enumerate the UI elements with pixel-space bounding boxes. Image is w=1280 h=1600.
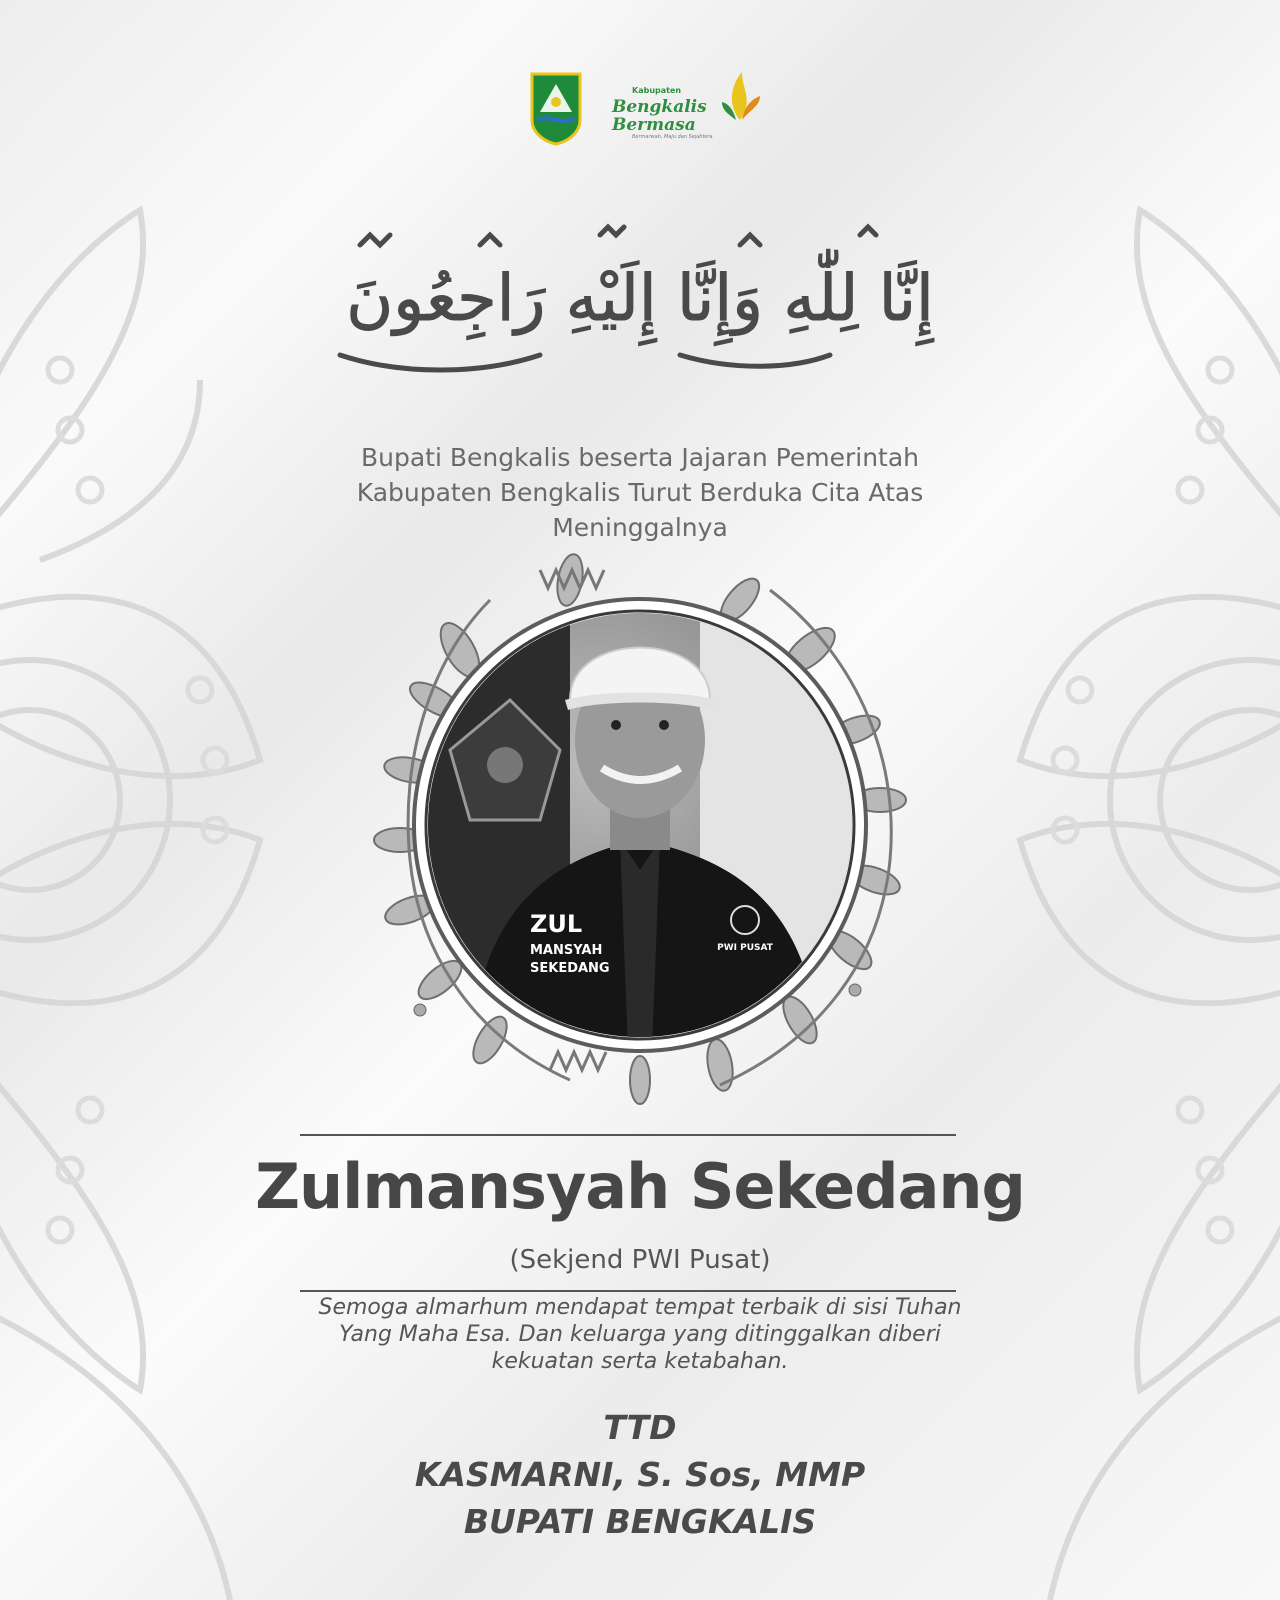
prayer-line-2: Yang Maha Esa. Dan keluarga yang ditinggalkan diberi [339, 1322, 941, 1347]
divider-top [300, 1134, 956, 1136]
jacket-text-2: MANSYAH [530, 943, 603, 958]
jacket-text-3: SEKEDANG [530, 961, 610, 976]
intro-line-2: Kabupaten Bengkalis Turut Berduka Cita Atas [356, 478, 924, 507]
flame-leaf-icon [720, 70, 762, 122]
signatory-title: BUPATI BENGKALIS [463, 1502, 817, 1541]
intro-line-1: Bupati Bengkalis beserta Jajaran Pemerintah [360, 443, 920, 472]
divider-bottom [300, 1290, 956, 1292]
condolence-intro [240, 440, 1040, 545]
portrait-wreath [340, 540, 940, 1110]
intro-line-3: Meninggalnya [552, 513, 728, 542]
prayer-line-3: kekuatan serta ketabahan. [491, 1349, 789, 1374]
header-logos [0, 70, 1280, 150]
arabic-calligraphy [300, 205, 980, 380]
calligraphy-text: إِنَّا لِلّٰهِ وَإِنَّا إِلَيْهِ رَاجِعُونَ [346, 262, 934, 336]
badge-text: PWI PUSAT [717, 943, 773, 953]
signatory-name: KASMARNI, S. Sos, MMP [414, 1455, 866, 1494]
logo-small-text: Kabupaten [632, 86, 682, 95]
regency-crest-logo [530, 72, 582, 146]
logo-tagline-text: Bermarwah, Maju dan Sejahtera [632, 134, 713, 140]
deceased-role: (Sekjend PWI Pusat) [509, 1245, 771, 1275]
prayer-text [240, 1294, 1040, 1375]
jacket-text-1: ZUL [530, 910, 583, 938]
deceased-name: Zulmansyah Sekedang [255, 1150, 1025, 1223]
bengkalis-bermasa-logo [612, 70, 762, 148]
signature-ttd: TTD [603, 1408, 677, 1447]
prayer-line-1: Semoga almarhum mendapat tempat terbaik di sisi Tuhan [318, 1295, 962, 1320]
logo-main-text: Bengkalis Bermasa [612, 97, 707, 135]
